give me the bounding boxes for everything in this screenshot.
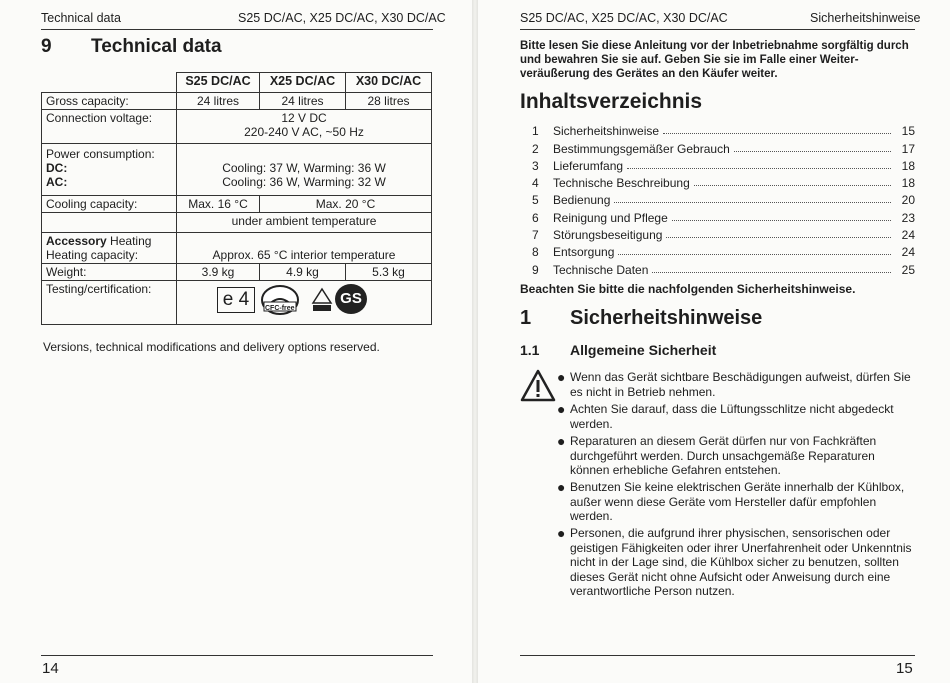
- left-running-header: Technical data: [41, 11, 121, 25]
- row-label: Testing/certification:: [42, 281, 177, 325]
- list-item: ● Personen, die aufgrund ihrer physischen, sensorischen oder geistigen Fähigkeiten oder ihrer Unerfahrenheit oder Unkenntnis nicht in der Lage sind, die Kühlbox sicher zu benutzen, sollten dieses Gerät nicht ohne Aufsicht oder Anweisung durch eine verantwortliche Person nutzen.: [557, 525, 912, 598]
- table-cell: 28 litres: [346, 93, 432, 110]
- toc-entry-title: Technische Daten: [553, 262, 649, 277]
- footnote: Versions, technical modifications and delivery options reserved.: [43, 340, 380, 354]
- table-cell: Approx. 65 °C interior temperature: [177, 233, 432, 264]
- heating-capacity-label: Heating capacity:: [46, 248, 139, 262]
- table-cell: under ambient temperature: [177, 213, 432, 233]
- table-cell: [177, 110, 432, 144]
- column-header: X25 DC/AC: [260, 73, 346, 93]
- table-of-contents: [523, 121, 915, 277]
- ac-label: AC:: [46, 175, 68, 189]
- toc-entry[interactable]: [523, 242, 915, 259]
- left-running-header-models: S25 DC/AC, X25 DC/AC, X30 DC/AC: [238, 11, 446, 25]
- table-cell: 4.9 kg: [260, 264, 346, 281]
- heating-label: Heating: [106, 234, 152, 248]
- toc-page-number: 17: [901, 141, 915, 156]
- toc-page-number: 18: [901, 176, 915, 191]
- subsection-number: 1.1: [520, 342, 540, 358]
- safety-note: Beachten Sie bitte die nachfolgenden Sicherheitshinweise.: [520, 282, 856, 296]
- row-label: [42, 233, 177, 264]
- voltage-dc: 12 V DC: [281, 111, 327, 125]
- dc-value: Cooling: 37 W, Warming: 36 W: [222, 161, 386, 175]
- toc-leader-dots: [652, 272, 891, 273]
- toc-leader-dots: [627, 168, 891, 169]
- toc-entry[interactable]: [523, 138, 915, 155]
- column-header: X30 DC/AC: [346, 73, 432, 93]
- toc-page-number: 15: [901, 124, 915, 139]
- footer-rule: [520, 655, 915, 656]
- table-cell: Max. 20 °C: [260, 196, 432, 213]
- book-gutter: [472, 0, 478, 683]
- toc-entry-title: Reinigung und Pflege: [553, 210, 668, 225]
- e4-mark: e 4: [217, 287, 255, 313]
- table-cell: Max. 16 °C: [177, 196, 260, 213]
- section-number: 9: [41, 36, 52, 57]
- toc-leader-dots: [694, 185, 891, 186]
- toc-number: 8: [532, 245, 539, 260]
- toc-number: 6: [532, 210, 539, 225]
- row-label: [42, 144, 177, 196]
- toc-number: 3: [532, 158, 539, 173]
- toc-page-number: 25: [901, 262, 915, 277]
- toc-title: Inhaltsverzeichnis: [520, 90, 703, 113]
- section-title: Technical data: [91, 36, 222, 57]
- toc-number: 2: [532, 141, 539, 156]
- toc-page-number: 23: [901, 210, 915, 225]
- toc-number: 4: [532, 176, 539, 191]
- toc-leader-dots: [734, 151, 891, 152]
- toc-entry-title: Entsorgung: [553, 245, 615, 260]
- warning-triangle-icon: [520, 369, 556, 408]
- row-label: Gross capacity:: [42, 93, 177, 110]
- cfc-free-logo: [260, 284, 300, 319]
- toc-entry[interactable]: [523, 121, 915, 138]
- certification-marks: [177, 281, 432, 325]
- right-running-header: Sicherheitshinweise: [810, 11, 921, 25]
- section-number: 1: [520, 307, 532, 329]
- list-item: ● Reparaturen an diesem Gerät dürfen nur von Fachkräften durchgeführt werden. Durch unsachgemäße Reparaturen können erhebliche Gefahren entstehen.: [557, 433, 877, 477]
- toc-entry-title: Lieferumfang: [553, 158, 624, 173]
- footer-rule: [41, 655, 433, 656]
- toc-entry[interactable]: [523, 259, 915, 276]
- header-rule: [520, 29, 915, 30]
- toc-entry-title: Störungsbeseitigung: [553, 228, 663, 243]
- toc-number: 5: [532, 193, 539, 208]
- toc-leader-dots: [672, 220, 891, 221]
- table-cell: 5.3 kg: [346, 264, 432, 281]
- toc-number: 7: [532, 228, 539, 243]
- toc-entry-title: Bestimmungsgemäßer Gebrauch: [553, 141, 730, 156]
- table-cell: 3.9 kg: [177, 264, 260, 281]
- toc-page-number: 18: [901, 158, 915, 173]
- page-number: 14: [42, 660, 59, 677]
- subsection-title: Allgemeine Sicherheit: [570, 342, 717, 358]
- table-cell: 24 litres: [177, 93, 260, 110]
- toc-leader-dots: [614, 202, 891, 203]
- dc-label: DC:: [46, 161, 68, 175]
- list-item: ● Wenn das Gerät sichtbare Beschädigungen aufweist, dürfen Sie es nicht in Betrieb nehmen.: [557, 369, 911, 399]
- toc-entry[interactable]: [523, 156, 915, 173]
- safety-triangle-logo: [311, 287, 333, 316]
- toc-leader-dots: [663, 133, 891, 134]
- right-running-header-models: S25 DC/AC, X25 DC/AC, X30 DC/AC: [520, 11, 728, 25]
- row-label: Connection voltage:: [42, 110, 177, 144]
- voltage-ac: 220-240 V AC, ~50 Hz: [244, 125, 364, 139]
- toc-entry[interactable]: [523, 225, 915, 242]
- section-title: Sicherheitshinweise: [570, 307, 763, 329]
- list-item: ● Achten Sie darauf, dass die Lüftungsschlitze nicht abgedeckt werden.: [557, 401, 894, 431]
- row-label: Cooling capacity:: [42, 196, 177, 213]
- column-header: S25 DC/AC: [177, 73, 260, 93]
- toc-entry[interactable]: [523, 207, 915, 224]
- toc-number: 1: [532, 124, 539, 139]
- toc-entry[interactable]: [523, 190, 915, 207]
- power-label: Power consumption:: [46, 147, 155, 161]
- ac-value: Cooling: 36 W, Warming: 32 W: [222, 175, 386, 189]
- table-cell: [177, 144, 432, 196]
- toc-page-number: 20: [901, 193, 915, 208]
- header-rule: [41, 29, 433, 30]
- table-cell: 24 litres: [260, 93, 346, 110]
- left-page: [0, 0, 472, 683]
- list-item: ● Benutzen Sie keine elektrischen Geräte innerhalb der Kühlbox, außer wenn diese Geräte vom Hersteller dafür empfohlen werden.: [557, 479, 905, 523]
- toc-leader-dots: [666, 237, 891, 238]
- toc-entry-title: Technische Beschreibung: [553, 176, 690, 191]
- technical-data-table: [41, 72, 432, 325]
- accessory-label: Accessory: [46, 234, 107, 248]
- page-number: 15: [896, 660, 913, 677]
- toc-page-number: 24: [901, 245, 915, 260]
- row-label: Weight:: [42, 264, 177, 281]
- toc-leader-dots: [618, 254, 891, 255]
- toc-entry-title: Sicherheitshinweise: [553, 124, 660, 139]
- toc-entry-title: Bedienung: [553, 193, 611, 208]
- toc-entry[interactable]: [523, 173, 915, 190]
- gs-mark: GS: [335, 284, 367, 314]
- cfc-free-text: CFC-free: [265, 305, 295, 312]
- intro-text: Bitte lesen Sie diese Anleitung vor der Inbetriebnahme sorgfältig durch und bewahren Sie sie auf. Geben Sie sie im Falle einer Weiterveräußerung des Gerätes an den Käufer weiter.: [520, 40, 909, 80]
- toc-number: 9: [532, 262, 539, 277]
- toc-page-number: 24: [901, 228, 915, 243]
